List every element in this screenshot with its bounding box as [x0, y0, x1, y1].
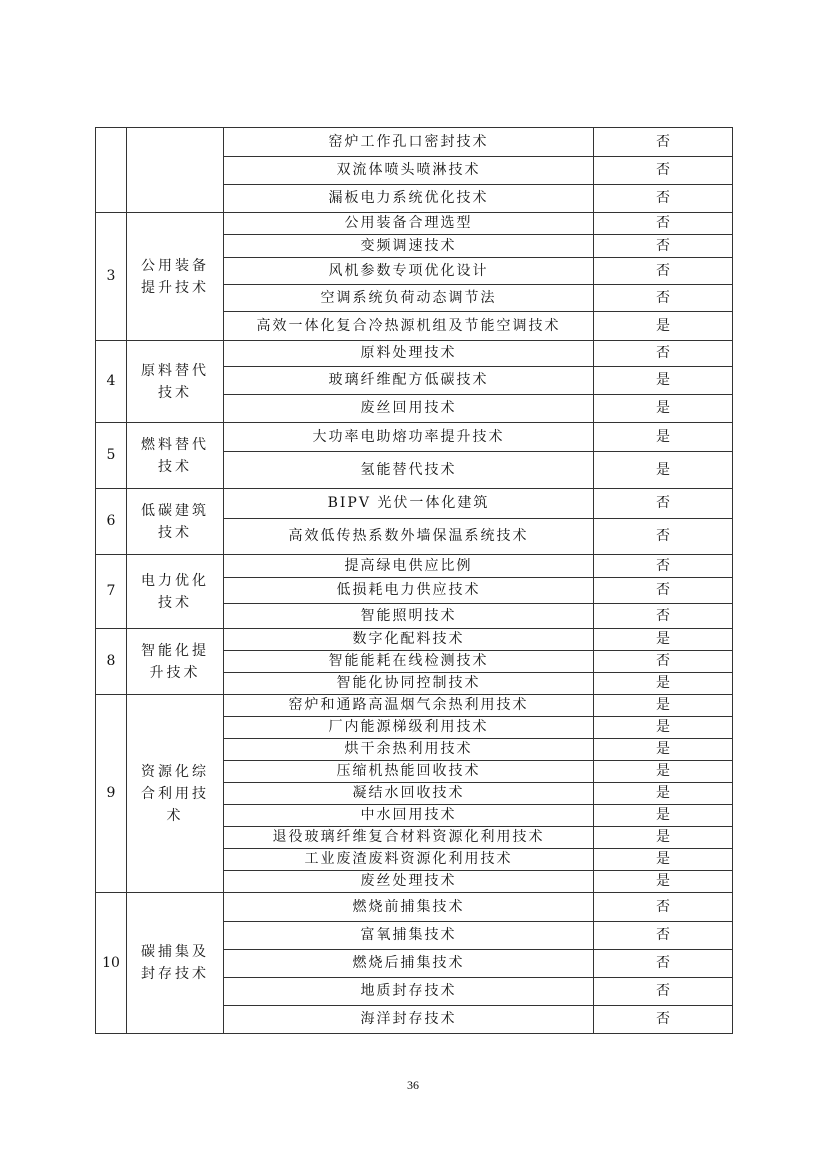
technology-name: 智能照明技术 — [224, 604, 594, 629]
applicability-answer: 是 — [594, 827, 733, 849]
technology-name: 烘干余热利用技术 — [224, 739, 594, 761]
table-row — [96, 128, 733, 157]
applicability-answer: 否 — [594, 922, 733, 950]
technology-name: 厂内能源梯级利用技术 — [224, 717, 594, 739]
applicability-answer: 是 — [594, 673, 733, 695]
applicability-answer: 否 — [594, 519, 733, 555]
applicability-answer: 是 — [594, 367, 733, 395]
table-row — [96, 423, 733, 452]
applicability-answer: 否 — [594, 213, 733, 235]
group-number: 6 — [96, 489, 127, 555]
group-category: 电力优化技术 — [127, 555, 224, 629]
applicability-answer: 否 — [594, 285, 733, 312]
technology-name: 退役玻璃纤维复合材料资源化利用技术 — [224, 827, 594, 849]
technology-name: 公用装备合理选型 — [224, 213, 594, 235]
technology-name: 智能化协同控制技术 — [224, 673, 594, 695]
group-number: 8 — [96, 629, 127, 695]
technology-name: 海洋封存技术 — [224, 1006, 594, 1034]
technology-name: 空调系统负荷动态调节法 — [224, 285, 594, 312]
applicability-answer: 否 — [594, 555, 733, 578]
applicability-answer: 是 — [594, 423, 733, 452]
applicability-answer: 是 — [594, 717, 733, 739]
applicability-answer: 是 — [594, 871, 733, 893]
applicability-answer: 是 — [594, 629, 733, 651]
applicability-answer: 否 — [594, 185, 733, 213]
technology-name: 大功率电助熔功率提升技术 — [224, 423, 594, 452]
technology-name: 高效低传热系数外墙保温系统技术 — [224, 519, 594, 555]
technology-name: 双流体喷头喷淋技术 — [224, 157, 594, 185]
technology-name: 高效一体化复合冷热源机组及节能空调技术 — [224, 312, 594, 341]
applicability-answer: 否 — [594, 950, 733, 978]
applicability-answer: 是 — [594, 452, 733, 489]
group-category: 原料替代技术 — [127, 341, 224, 423]
group-category: 公用装备提升技术 — [127, 213, 224, 341]
applicability-answer: 否 — [594, 604, 733, 629]
group-category: 资源化综合利用技术 — [127, 695, 224, 893]
technology-name: 燃烧前捕集技术 — [224, 893, 594, 922]
group-category: 智能化提升技术 — [127, 629, 224, 695]
technology-name: 智能能耗在线检测技术 — [224, 651, 594, 673]
group-number: 10 — [96, 893, 127, 1034]
technology-name: 窑炉工作孔口密封技术 — [224, 128, 594, 157]
table-row — [96, 695, 733, 717]
table-row — [96, 341, 733, 367]
technology-name: 变频调速技术 — [224, 235, 594, 258]
group-number: 4 — [96, 341, 127, 423]
group-number: 7 — [96, 555, 127, 629]
technology-name: 中水回用技术 — [224, 805, 594, 827]
table-body — [96, 128, 733, 1034]
technology-name: 废丝处理技术 — [224, 871, 594, 893]
applicability-answer: 是 — [594, 312, 733, 341]
technology-name: 漏板电力系统优化技术 — [224, 185, 594, 213]
group-number — [96, 128, 127, 213]
applicability-answer: 否 — [594, 341, 733, 367]
applicability-answer: 否 — [594, 157, 733, 185]
technology-name: 数字化配料技术 — [224, 629, 594, 651]
group-category: 低碳建筑技术 — [127, 489, 224, 555]
technology-name: 玻璃纤维配方低碳技术 — [224, 367, 594, 395]
technology-name: 压缩机热能回收技术 — [224, 761, 594, 783]
technology-name: 窑炉和通路高温烟气余热利用技术 — [224, 695, 594, 717]
technology-name: 燃烧后捕集技术 — [224, 950, 594, 978]
technology-name: 风机参数专项优化设计 — [224, 258, 594, 285]
technology-name: 富氧捕集技术 — [224, 922, 594, 950]
table-row — [96, 213, 733, 235]
table-row — [96, 555, 733, 578]
applicability-answer: 是 — [594, 695, 733, 717]
applicability-answer: 是 — [594, 805, 733, 827]
technology-table — [95, 127, 733, 1034]
technology-name: 低损耗电力供应技术 — [224, 578, 594, 604]
technology-name: 工业废渣废料资源化利用技术 — [224, 849, 594, 871]
applicability-answer: 否 — [594, 235, 733, 258]
applicability-answer: 否 — [594, 258, 733, 285]
technology-name: 氢能替代技术 — [224, 452, 594, 489]
applicability-answer: 是 — [594, 783, 733, 805]
table-row — [96, 629, 733, 651]
group-number: 9 — [96, 695, 127, 893]
applicability-answer: 否 — [594, 578, 733, 604]
applicability-answer: 否 — [594, 651, 733, 673]
technology-name: 提高绿电供应比例 — [224, 555, 594, 578]
technology-name: 原料处理技术 — [224, 341, 594, 367]
applicability-answer: 否 — [594, 489, 733, 519]
applicability-answer: 否 — [594, 893, 733, 922]
group-category: 碳捕集及封存技术 — [127, 893, 224, 1034]
technology-name: 凝结水回收技术 — [224, 783, 594, 805]
applicability-answer: 否 — [594, 1006, 733, 1034]
group-category — [127, 128, 224, 213]
applicability-answer: 否 — [594, 128, 733, 157]
table-row — [96, 893, 733, 922]
technology-name: 地质封存技术 — [224, 978, 594, 1006]
group-number: 5 — [96, 423, 127, 489]
page-number: 36 — [407, 1078, 419, 1092]
applicability-answer: 是 — [594, 739, 733, 761]
applicability-answer: 是 — [594, 761, 733, 783]
group-number: 3 — [96, 213, 127, 341]
technology-name: BIPV 光伏一体化建筑 — [224, 489, 594, 519]
technology-name: 废丝回用技术 — [224, 395, 594, 423]
table-row — [96, 489, 733, 519]
applicability-answer: 是 — [594, 395, 733, 423]
applicability-answer: 是 — [594, 849, 733, 871]
applicability-answer: 否 — [594, 978, 733, 1006]
group-category: 燃料替代技术 — [127, 423, 224, 489]
